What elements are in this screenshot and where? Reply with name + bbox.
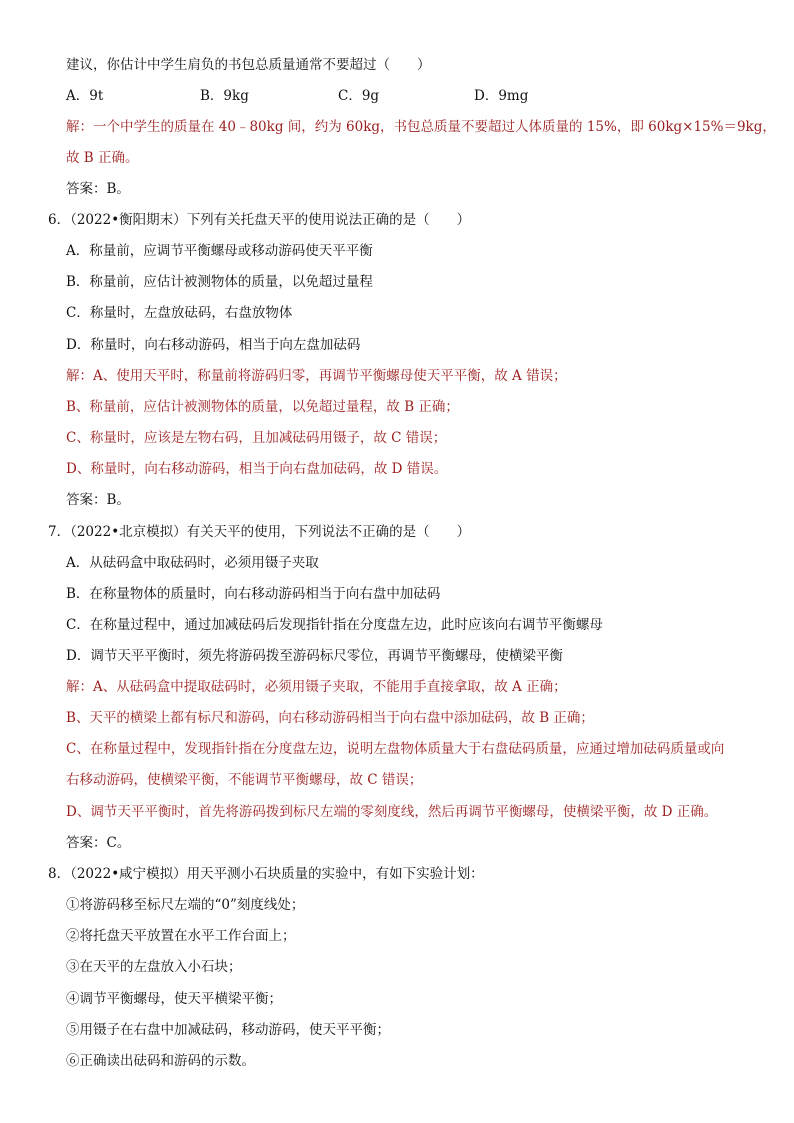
q8-step: ①将游码移至标尺左端的“0”刻度线处；	[66, 897, 305, 913]
q8-step: ④调节平衡螺母，使天平横梁平衡；	[66, 991, 282, 1007]
q5-answer: 答案：B。	[66, 181, 130, 197]
q6-option-b: B．称量前，应估计被测物体的质量，以免超过量程	[66, 274, 373, 290]
q8-step: ③在天平的左盘放入小石块；	[66, 959, 242, 975]
q5-stem-tail: 建议，你估计中学生肩负的书包总质量通常不要超过（ ）	[66, 57, 431, 73]
q8-stem: 8．（2022•咸宁模拟）用天平测小石块质量的实验中，有如下实验计划：	[48, 866, 484, 882]
q7-solution-line: 解：A、从砝码盒中提取砝码时，必须用镊子夹取，不能用手直接拿取，故 A 正确；	[66, 679, 567, 695]
q6-option-a: A．称量前，应调节平衡螺母或移动游码使天平平衡	[66, 243, 373, 259]
q5-solution-line: 解：一个中学生的质量在 40﹣80kg 间，约为 60kg，书包总质量不要超过人体质量的 15%，即 60kg×15%＝9kg，	[66, 119, 776, 135]
q6-option-c: C．称量时，左盘放砝码，右盘放物体	[66, 305, 293, 321]
q7-stem: 7．（2022•北京模拟）有关天平的使用，下列说法不正确的是（ ）	[48, 524, 471, 540]
q5-option-d: D．9mg	[474, 88, 529, 104]
q6-option-d: D．称量时，向右移动游码，相当于向左盘加砝码	[66, 337, 361, 353]
q5-option-a: A．9t	[66, 88, 104, 104]
q6-stem: 6．（2022•衡阳期末）下列有关托盘天平的使用说法正确的是（ ）	[48, 212, 471, 228]
q6-answer: 答案：B。	[66, 492, 130, 508]
q6-solution-line: C、称量时，应该是左物右码，且加减砝码用镊子，故 C 错误；	[66, 430, 447, 446]
q7-solution-line: 右移动游码，使横梁平衡，不能调节平衡螺母，故 C 错误；	[66, 772, 423, 788]
q7-answer: 答案：C。	[66, 835, 131, 851]
q7-solution-line: C、在称量过程中，发现指针指在分度盘左边，说明左盘物体质量大于右盘砝码质量，应通过增加砝码质量或向	[66, 741, 725, 757]
q7-option-b: B．在称量物体的质量时，向右移动游码相当于向右盘中加砝码	[66, 586, 441, 602]
q6-solution-line: D、称量时，向右移动游码，相当于向右盘加砝码，故 D 错误。	[66, 461, 448, 477]
q5-solution-line: 故 B 正确。	[66, 150, 139, 166]
q7-option-d: D．调节天平平衡时，须先将游码拨至游码标尺零位，再调节平衡螺母，使横梁平衡	[66, 648, 563, 664]
q8-step: ⑥正确读出砝码和游码的示数。	[66, 1053, 255, 1069]
q6-solution-line: 解：A、使用天平时，称量前将游码归零，再调节平衡螺母使天平平衡，故 A 错误；	[66, 368, 567, 384]
q8-step: ②将托盘天平放置在水平工作台面上；	[66, 928, 296, 944]
q5-option-b: B．9kg	[200, 88, 249, 104]
q6-solution-line: B、称量前，应估计被测物体的质量，以免超过量程，故 B 正确；	[66, 399, 459, 415]
q7-option-c: C．在称量过程中，通过加减砝码后发现指针指在分度盘左边，此时应该向右调节平衡螺母	[66, 617, 603, 633]
q5-option-c: C．9g	[338, 88, 380, 104]
q7-solution-line: D、调节天平平衡时，首先将游码拨到标尺左端的零刻度线，然后再调节平衡螺母，使横梁平衡，故 D 正确。	[66, 804, 718, 820]
q7-solution-line: B、天平的横梁上都有标尺和游码，向右移动游码相当于向右盘中添加砝码，故 B 正确；	[66, 710, 594, 726]
q7-option-a: A．从砝码盒中取砝码时，必须用镊子夹取	[66, 555, 319, 571]
q8-step: ⑤用镊子在右盘中加减砝码，移动游码，使天平平衡；	[66, 1022, 390, 1038]
